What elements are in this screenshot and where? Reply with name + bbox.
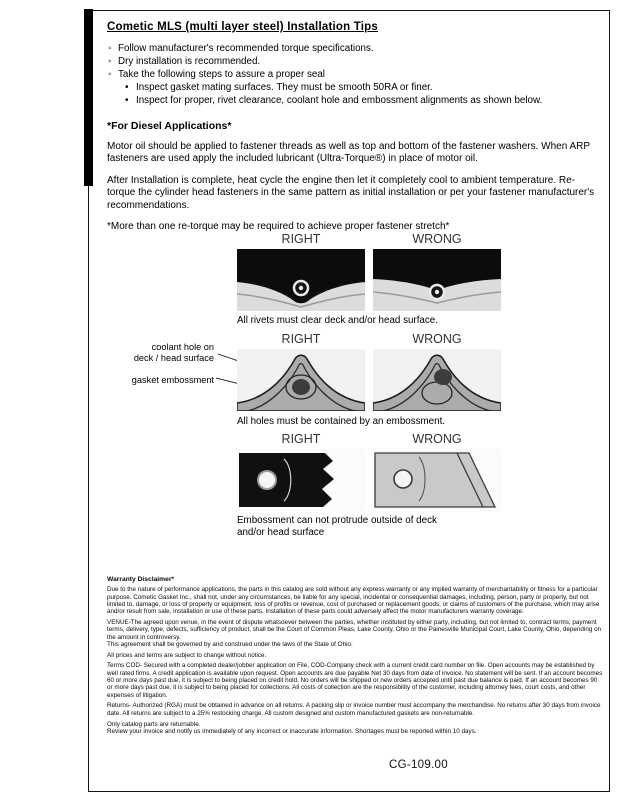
wrong-label: WRONG [412, 332, 462, 346]
tip-item: ◦ Dry installation is recommended. [107, 55, 595, 68]
installation-tips-list [107, 42, 595, 107]
warranty-disclaimer-section [107, 576, 603, 739]
diesel-applications-heading: *For Diesel Applications* [107, 120, 232, 132]
tip-item [107, 68, 595, 107]
sub-tip-item: • Inspect for proper, rivet clearance, coolant hole and embossment alignments as shown below. [125, 94, 595, 107]
scan-artifact [84, 9, 93, 186]
diesel-paragraph-2: After Installation is complete, heat cycle the engine then let it completely cool to ambient temperature. Re-torque the cylinder head fasteners in the same pattern as initial installation or per your fastener manufacturer's recommendations. [107, 174, 595, 211]
disclaimer-paragraph: Only catalog parts are returnable. [107, 720, 201, 728]
embossment-caption-line1: Embossment can not protrude outside of deck [237, 515, 437, 526]
embossment-wrong-image [373, 449, 501, 511]
disclaimer-paragraph: This agreement shall be governed by and construed under the laws of the State of Ohio. [107, 640, 353, 648]
right-label: RIGHT [281, 332, 321, 346]
coolant-hole-wrong-diagram [373, 349, 501, 411]
diesel-paragraph-1: Motor oil should be applied to fastener threads as well as top and bottom of the fastener washers. When ARP fasteners are used apply the included lubricant (Ultra-Torque®) in place of motor oil. [107, 141, 590, 165]
coolant-hole-right-diagram [237, 349, 365, 411]
coolant-hole-callout [114, 342, 214, 363]
disclaimer-paragraph: Returns- Authorized (RGA) must be obtained in advance on all returns. A packing slip or invoice number must accompany the merchandise. No returns after 30 days from invoice date. All returns are subject to a 25% restocking charge. All custom designed and custom manufactured gaskets are non-returnable. [107, 702, 601, 717]
right-label: RIGHT [281, 432, 321, 446]
rivet-right-image [237, 249, 365, 311]
rivet-wrong-image [373, 249, 501, 311]
disclaimer-paragraph: Due to the nature of performance applications, the parts in this catalog are sold without any express warranty or any implied warranty of merchantability or fitness for a particular purpose. Cometic Gasket Inc., shall not, under any circumstances, be liable for any special, incidental or consequential damages, including, person, party or property, but not limited to, damage, or loss of property or equipment, loss of profits or revenue, cost of purchased or replacement goods, or claims of customers of the purchase, which may arise and/or result from sale, installation or use of these parts. Installation of these parts could adversely affect the motor manufacturers warranty coverage. [107, 586, 600, 616]
rivet-clearance-right-diagram [237, 249, 365, 311]
holes-caption: All holes must be contained by an embossment. [237, 416, 446, 427]
tip-item: ◦ Follow manufacturer's recommended torque specifications. [107, 42, 595, 55]
callout-line-1: coolant hole on [151, 342, 214, 352]
page-title: Cometic MLS (multi layer steel) Installation Tips [107, 21, 378, 33]
embossment-right-image [237, 449, 365, 511]
embossment-caption-line2: and/or head surface [237, 527, 325, 538]
rivet-clearance-wrong-diagram [373, 249, 501, 311]
retorque-note: *More than one re-torque may be required to achieve proper fastener stretch* [107, 221, 450, 233]
embossment-right-diagram [237, 449, 365, 511]
coolant-right-image [237, 349, 365, 411]
disclaimer-paragraph: Terms COD- Secured with a completed dealer/jobber application on File, COD-Company check with a current credit card number on file. Open accounts may be established by well rated firms. A credit application is available upon request. Open accounts are due payable Net 30 days from date of invoice. No statement will be sent. If an account becomes 60 or more days past due, it is subject to being placed on credit hold. No orders will be shipped or new orders accepted until past due balance is paid. If an account becomes 90 or more days past due, it is subject to being placed for collections. All costs of collection are the responsibility of the customer, including attorney fees, court costs, and other expenses of litigation. [107, 662, 603, 699]
rivets-caption: All rivets must clear deck and/or head surface. [237, 315, 438, 326]
disclaimer-paragraph: All prices and terms are subject to change without notice. [107, 651, 267, 659]
wrong-label: WRONG [412, 432, 462, 446]
intro-section [107, 21, 595, 233]
coolant-wrong-image [373, 349, 501, 411]
right-label: RIGHT [281, 232, 321, 246]
callout-line-2: deck / head surface [133, 352, 214, 363]
tip-text: Take the following steps to assure a proper seal [118, 69, 325, 80]
embossment-wrong-diagram [373, 449, 501, 511]
disclaimer-paragraph: VENUE-The agreed upon venue, in the event of dispute whatsoever between the parties, whether instituted by either party, including, but not limited to, contract terms, payment terms, delivery, type, defects, sufficiency of product, shall be the Court of Common Pleas, Lake County, Ohio or the Painesville Municipal Court, Lake County, Ohio, depending on the amount in controversy. [107, 618, 602, 641]
sub-tip-item: • Inspect gasket mating surfaces. They must be smooth 50RA or finer. [125, 81, 595, 94]
wrong-label: WRONG [412, 232, 462, 246]
disclaimer-paragraph: Review your invoice and notify us immediately of any incorrect or inaccurate information. Shortages must be reported within 10 days. [107, 727, 477, 735]
document-code: CG-109.00 [389, 759, 448, 771]
warranty-disclaimer-heading: Warranty Disclaimer* [107, 576, 175, 583]
tip-sublist [118, 81, 595, 107]
gasket-embossment-callout: gasket embossment [131, 375, 214, 385]
